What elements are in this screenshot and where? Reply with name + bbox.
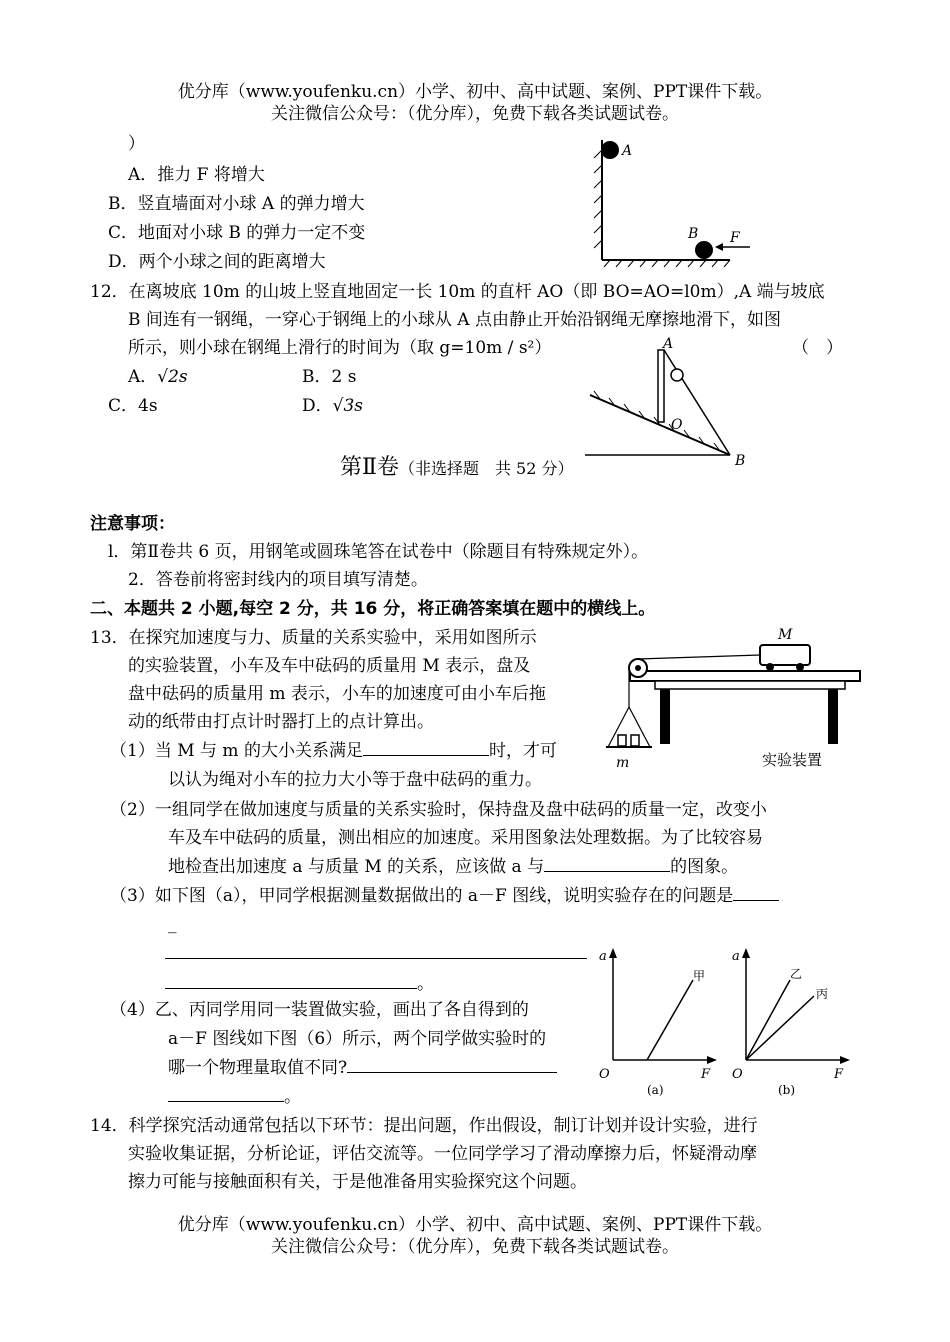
graph-b-caption: (b) — [778, 1083, 796, 1097]
line-label-yi: 乙 — [790, 967, 803, 981]
q13-blank-1[interactable] — [363, 737, 489, 756]
axis-x-label: F — [834, 1067, 844, 1082]
q14-line-1: 14．科学探究活动通常包括以下环节：提出问题，作出假设，制订计划并设计实验，进行 — [90, 1116, 758, 1136]
q13-part-4-line-3: 哪一个物理量取值不同? — [168, 1054, 557, 1082]
label-M: M — [778, 627, 793, 643]
q12-line-3: 所示，则小球在钢绳上滑行的时间为（取 g=10m / s²） — [128, 338, 552, 358]
ball-a — [601, 141, 619, 159]
q11-figure — [590, 135, 760, 275]
q12-line-2: B 间连有一钢绳，一穿心于钢绳上的小球从 A 点由静止开始沿钢绳无摩擦地滑下，如图 — [128, 310, 781, 330]
notes-item-1: l．第Ⅱ卷共 6 页，用钢笔或圆珠笔答在试卷中（除题目有特殊规定外）。 — [108, 542, 649, 562]
q13-part-1: （1）当 M 与 m 的大小关系满足 时，才可 — [110, 737, 557, 765]
q13-graph-a — [595, 940, 725, 1100]
q13-apparatus-figure — [600, 625, 870, 775]
q13-part-1-cont: 以认为绳对小车的拉力大小等于盘中砝码的重力。 — [168, 770, 542, 790]
q13-line-2: 的实验装置，小车及车中砝码的质量用 M 表示，盘及 — [128, 656, 531, 676]
q13-blank-4b[interactable] — [168, 1083, 284, 1102]
axis-x-label: F — [701, 1067, 711, 1082]
label-b: B — [688, 226, 699, 242]
q13-part-2-line-3: 地检查出加速度 a 与质量 M 的关系，应该做 a 与 的图象。 — [168, 853, 738, 881]
q13-blank-4a[interactable] — [347, 1054, 557, 1073]
axis-y-label: a — [599, 949, 607, 964]
q11-option-a: A．推力 F 将增大 — [128, 165, 265, 185]
q12-line-1: 12．在离坡底 10m 的山坡上竖直地固定一长 10m 的直杆 AO（即 BO=AO=l0m）,A 端与坡底 — [90, 282, 825, 302]
label-o: O — [671, 417, 683, 433]
label-m: m — [616, 755, 630, 771]
notes-item-2: 2．答卷前将密封线内的项目填写清楚。 — [128, 570, 428, 590]
q13-part-3: （3）如下图（a），甲同学根据测量数据做出的 a－F 图线，说明实验存在的问题是 — [110, 882, 779, 910]
line-label-bing: 丙 — [816, 987, 829, 1001]
label-a: A — [622, 143, 633, 159]
footer-line-1: 优分库（www.youfenku.cn）小学、初中、高中试题、案例、PPT课件下载。 — [177, 1215, 773, 1235]
part2-heading — [340, 450, 574, 481]
q12-option-c: C．4s — [108, 396, 158, 416]
q12-option-b: B．2 s — [302, 367, 357, 387]
origin-label: O — [599, 1067, 610, 1082]
q11-option-d: D．两个小球之间的距离增大 — [108, 252, 326, 272]
q13-line-4: 动的纸带由打点计时器打上的点计算出。 — [128, 712, 434, 732]
q13-part-4-end: 。 — [168, 1083, 301, 1111]
part2-subtitle: （非选择题 共 52 分） — [398, 459, 574, 478]
q11-option-c: C．地面对小球 B 的弹力一定不变 — [108, 223, 366, 243]
q13-line-1: 13．在探究加速度与力、质量的关系实验中，采用如图所示 — [90, 628, 537, 648]
q13-part-3-end: 。 — [165, 970, 434, 998]
q13-blank-2[interactable] — [544, 853, 670, 872]
graph-a-caption: (a) — [647, 1083, 664, 1097]
q12-answer-paren: （ ） — [792, 338, 843, 358]
q14-line-3: 擦力可能与接触面积有关，于是他准备用实验探究这个问题。 — [128, 1172, 587, 1192]
label-a: A — [663, 336, 674, 352]
line-label-jia: 甲 — [693, 969, 706, 983]
q13-blank-3b[interactable] — [165, 958, 587, 959]
q12-figure — [585, 335, 755, 470]
q13-part-4-line-1: （4）乙、丙同学用同一装置做实验，画出了各自得到的 — [110, 1000, 529, 1020]
q14-line-2: 实验收集证据，分析论证，评估交流等。一位同学学习了滑动摩擦力后，怀疑滑动摩 — [128, 1144, 757, 1164]
label-f: F — [730, 230, 740, 246]
q12-option-a: A．√2s — [128, 367, 188, 387]
header-line-2: 关注微信公众号：（优分库），免费下载各类试题试卷。 — [271, 104, 679, 124]
q13-part-2-line-2: 车及车中砝码的质量，测出相应的加速度。采用图象法处理数据。为了比较容易 — [168, 828, 763, 848]
q13-part-2-line-1: （2）一组同学在做加速度与质量的关系实验时，保持盘及盘中砝码的质量一定，改变小 — [110, 800, 767, 820]
q12-option-d: D．√3s — [302, 396, 364, 416]
q13-part-3-dash: _ — [168, 914, 177, 934]
label-b: B — [735, 453, 746, 469]
q13-graph-b — [728, 940, 858, 1100]
q13-blank-3c[interactable] — [165, 970, 417, 989]
origin-label: O — [732, 1067, 743, 1082]
footer-line-2: 关注微信公众号：（优分库），免费下载各类试题试卷。 — [271, 1237, 679, 1257]
apparatus-caption: 实验装置 — [762, 751, 823, 769]
notes-heading: 注意事项： — [90, 514, 175, 534]
q13-blank-3a[interactable] — [733, 882, 779, 901]
ball-b — [695, 241, 713, 259]
q11-tail: ） — [128, 134, 145, 154]
header-line-1: 优分库（www.youfenku.cn）小学、初中、高中试题、案例、PPT课件下载。 — [177, 82, 773, 102]
axis-y-label: a — [732, 949, 740, 964]
part2-title: 第Ⅱ卷 — [340, 455, 399, 480]
section-2-heading: 二、本题共 2 小题,每空 2 分，共 16 分，将正确答案填在题中的横线上。 — [90, 599, 656, 619]
q13-part-4-line-2: a－F 图线如下图（6）所示，两个同学做实验时的 — [168, 1029, 547, 1049]
q11-option-b: B．竖直墙面对小球 A 的弹力增大 — [108, 194, 365, 214]
q13-line-3: 盘中砝码的质量用 m 表示，小车的加速度可由小车后拖 — [128, 684, 546, 704]
